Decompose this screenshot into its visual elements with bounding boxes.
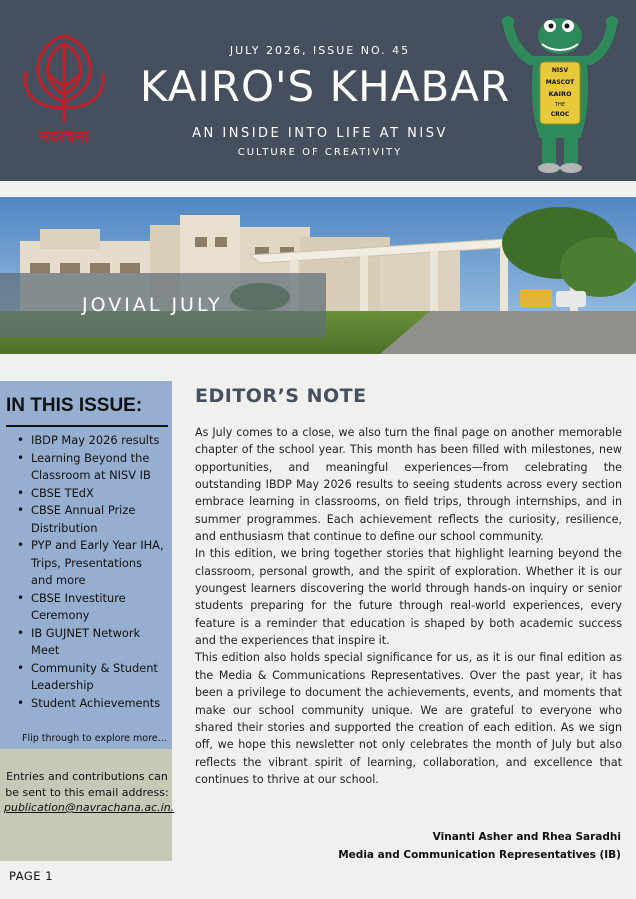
school-logo-icon <box>18 26 110 154</box>
signature-names: Vinanti Asher and Rhea Saradhi <box>432 831 621 843</box>
list-item: • Learning Beyond the Classroom at NISV IB <box>17 450 167 485</box>
list-item: • CBSE Annual Prize Distribution <box>17 502 167 537</box>
mascot-sign-line-2: MASCOT <box>545 79 575 86</box>
issue-line: JULY 2026, ISSUE NO. 45 <box>229 44 411 57</box>
campus-banner-photo <box>0 197 636 354</box>
list-item: • IB GUJNET Network Meet <box>17 625 167 660</box>
editor-note-heading: EDITOR’S NOTE <box>195 385 367 407</box>
banner-label: JOVIAL JULY <box>0 273 326 337</box>
contributions-email-link[interactable]: publication@navrachana.ac.in. <box>4 801 175 814</box>
editor-paragraph-1: As July comes to a close, we also turn the final page on another memorable chapter of the school year. This month has been filled with milestones, new opportunities, and meaningful experiences—from celebrating the outstanding IBDP May 2026 results to seeing students across every section embrace learning in classrooms, on field trips, through internships, and in summer programmes. Each achievement reflects the curiosity, resilience, and enthusiasm that continue to define our school community. <box>195 426 622 544</box>
list-item: • CBSE TEdX <box>17 485 167 503</box>
contributions-text: Entries and contributions can be sent to this email address: <box>5 770 169 799</box>
mascot-sign-line-5: CROC <box>550 111 570 118</box>
list-item: • IBDP May 2026 results <box>17 432 167 450</box>
mascot-sign-line-1: NISV <box>551 67 569 74</box>
mascot-sign-line-4: THE <box>555 102 565 108</box>
signature-role: Media and Communication Representatives (IB) <box>338 849 621 861</box>
list-item: • Community & Student Leadership <box>17 660 167 695</box>
newsletter-header <box>0 0 636 181</box>
newsletter-title: KAIRO'S KHABAR <box>139 62 511 111</box>
crocodile-mascot-icon <box>500 8 620 176</box>
editor-note-body <box>195 424 622 788</box>
sidebar-heading: IN THIS ISSUE: <box>6 395 143 416</box>
sidebar-divider <box>6 425 168 427</box>
flip-note: Flip through to explore more... <box>22 733 167 744</box>
tagline: AN INSIDE INTO LIFE AT NISV <box>192 126 448 141</box>
list-item: • CBSE Investiture Ceremony <box>17 590 167 625</box>
contributions-box <box>0 749 175 861</box>
page-number: PAGE 1 <box>9 869 54 883</box>
editor-paragraph-3: This edition also holds special significance for us, as it is our final edition as the Media & Communications Representatives. Over the past year, it has been a privilege to document the achievements, events, and moments that make our school community unique. We are grateful to everyone who shared their stories and supported the creation of each edition. As we sign off, we hope this newsletter not only celebrates the month of July but also reflects the vibrant spirit of learning, collaboration, and excellence that continues to thrive at our school. <box>195 651 622 786</box>
in-this-issue-sidebar <box>0 381 175 861</box>
mascot-sign-line-3: KAIRO <box>548 90 572 98</box>
logo-wordmark: नवरचना <box>38 127 90 147</box>
subtagline: CULTURE OF CREATIVITY <box>237 147 403 158</box>
editor-paragraph-2: In this edition, we bring together stories that highlight learning beyond the classroom, personal growth, and the spirit of exploration. Whether it is our youngest learners discovering the world through hands-on inquiry or senior students preparing for the future through real-world experiences, every feature is a reminder that education is shaped by both academic success and the experiences that inspire it. <box>195 547 622 648</box>
issue-contents-list <box>17 432 167 712</box>
list-item: • Student Achievements <box>17 695 167 713</box>
list-item: • PYP and Early Year IHA, Trips, Presentations and more <box>17 537 167 590</box>
